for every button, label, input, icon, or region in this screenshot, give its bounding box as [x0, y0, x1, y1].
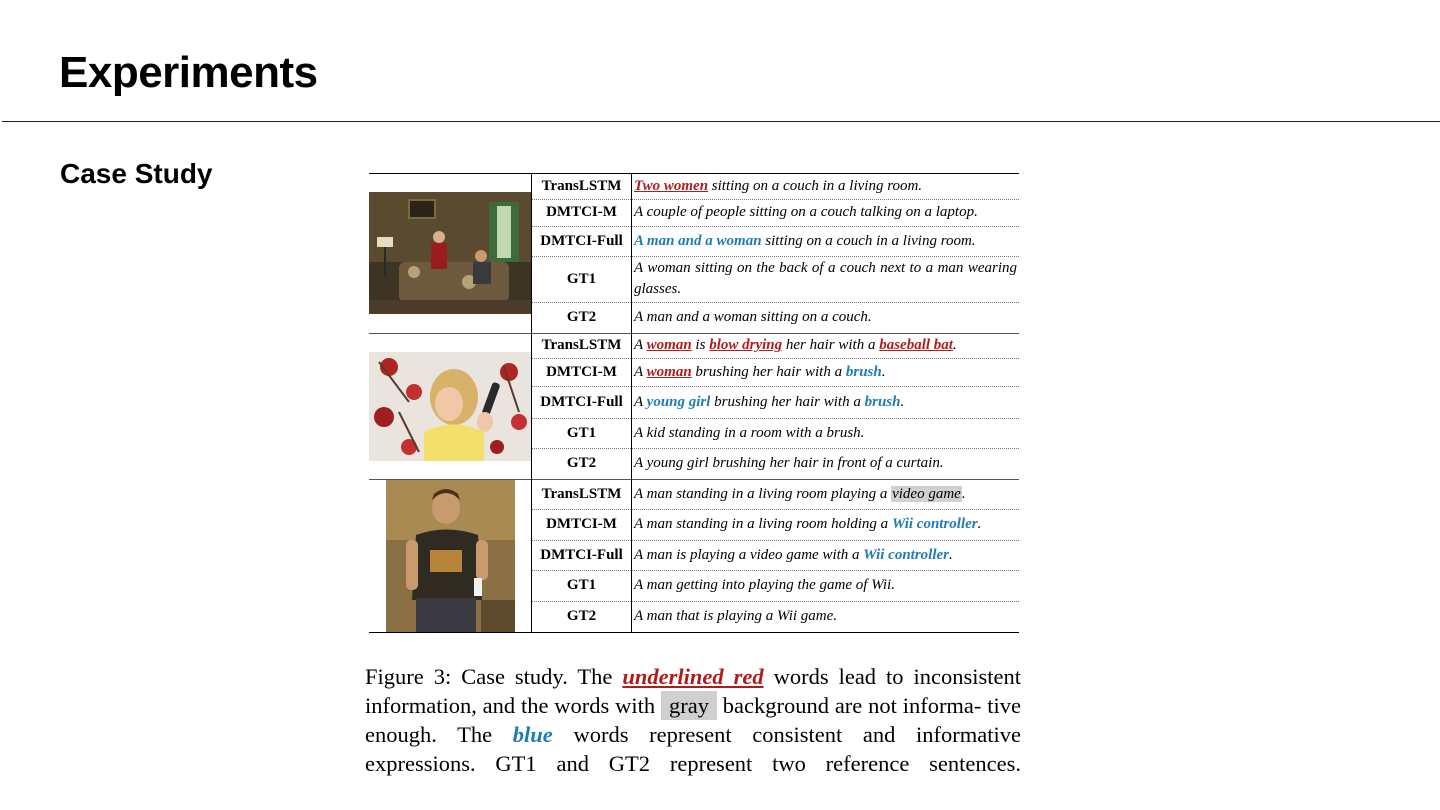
couch-scene-image — [369, 192, 531, 314]
caption-segment: A man standing in a living room playing a — [634, 485, 892, 502]
caption-segment: A man standing in a living room holding a — [634, 516, 892, 532]
slide-title: Experiments — [59, 48, 318, 97]
model-label: DMTCI-Full — [540, 546, 623, 563]
caption-segment: A man is playing a video game with a — [634, 546, 864, 563]
caption-text: words lead to inconsistent — [763, 664, 1022, 689]
generated-caption — [632, 448, 1018, 479]
generated-caption — [632, 226, 1018, 256]
inconsistent-word: Two women — [634, 177, 709, 194]
caption-segment: . — [900, 393, 905, 410]
caption-segment: A kid standing in a room with a brush. — [634, 424, 865, 441]
section-title: Case Study — [60, 158, 213, 189]
model-label: GT2 — [566, 608, 597, 624]
inconsistent-word: woman — [646, 363, 692, 380]
informative-word: A man and a woman — [634, 232, 762, 249]
inconsistent-word: blow drying — [709, 337, 783, 353]
caption-text: information, and the words with — [365, 693, 661, 718]
photo-couch — [369, 192, 531, 314]
informative-word: young girl — [646, 393, 711, 410]
model-label: DMTCI-M — [546, 363, 617, 380]
generated-caption — [632, 173, 1018, 199]
generated-caption — [632, 333, 1018, 358]
girl-brushing-image — [369, 352, 531, 461]
generated-caption — [632, 540, 1018, 570]
model-label: TransLSTM — [541, 485, 622, 502]
model-label: GT1 — [566, 577, 597, 593]
caption-line-2 — [365, 691, 981, 720]
generated-caption — [632, 570, 1018, 601]
caption-segment: A man and a woman sitting on a couch. — [634, 309, 872, 325]
generated-caption — [632, 418, 1018, 448]
informative-word: brush — [845, 363, 882, 380]
generated-caption — [632, 601, 1018, 632]
photo-man-wii — [386, 480, 515, 632]
caption-segment: sitting on a couch in a living room. — [708, 177, 923, 194]
generated-caption — [632, 509, 1018, 540]
caption-segment: her hair with a — [782, 337, 880, 353]
generated-caption — [632, 302, 1018, 333]
model-label: DMTCI-Full — [540, 393, 623, 410]
caption-segment: A woman sitting on the back of a couch next to a man wearing glasses. — [634, 260, 1017, 297]
man-wii-image — [386, 480, 515, 632]
caption-text: words represent consistent and informative — [552, 722, 1022, 747]
generated-caption — [632, 199, 1018, 226]
caption-segment: . — [881, 363, 886, 380]
model-label: GT1 — [566, 424, 597, 441]
caption-segment: A man getting into playing the game of Wii. — [634, 577, 895, 593]
model-label: TransLSTM — [541, 337, 622, 353]
model-label: GT2 — [566, 309, 597, 325]
generated-caption — [632, 256, 1018, 302]
model-label: DMTCI-M — [546, 516, 617, 532]
caption-line-4: expressions. GT1 and GT2 represent two reference sentences. — [365, 751, 1021, 776]
uninformative-word: video game — [892, 485, 961, 502]
caption-segment: A — [634, 363, 647, 380]
caption-text: Figure 3: Case study. The — [365, 664, 623, 689]
caption-text: tive enough. The — [365, 693, 1021, 747]
inconsistent-word: baseball bat — [879, 337, 953, 353]
caption-segment: . — [977, 516, 982, 532]
generated-caption — [632, 386, 1018, 418]
figure-caption — [365, 662, 1021, 778]
photo-girl-brushing — [369, 352, 531, 461]
caption-red-example: underlined red — [622, 664, 764, 689]
caption-blue-example: blue — [512, 722, 553, 747]
caption-segment: A — [634, 393, 647, 410]
caption-segment: . — [952, 337, 957, 353]
title-divider — [2, 121, 1440, 122]
caption-text: background are not informa- — [716, 693, 982, 718]
informative-word: Wii controller — [863, 546, 949, 563]
caption-segment: A couple of people sitting on a couch talking on a laptop. — [634, 204, 978, 220]
caption-segment: A — [634, 337, 647, 353]
model-label: TransLSTM — [541, 177, 622, 194]
caption-segment: brushing her hair with a — [710, 393, 865, 410]
caption-segment: . — [961, 485, 966, 502]
caption-segment: A young girl brushing her hair in front of a curtain. — [634, 455, 944, 471]
table-bottom-rule — [369, 632, 1019, 633]
caption-segment: A man that is playing a Wii game. — [634, 608, 838, 624]
caption-segment: . — [949, 546, 953, 563]
generated-caption — [632, 358, 1018, 386]
model-label: GT1 — [566, 270, 597, 287]
informative-word: Wii controller — [891, 516, 978, 532]
caption-gray-example: gray — [661, 691, 717, 720]
inconsistent-word: woman — [646, 337, 692, 353]
caption-segment: is — [691, 337, 710, 353]
model-label: DMTCI-Full — [540, 232, 623, 249]
model-label: DMTCI-M — [546, 204, 617, 220]
model-label: GT2 — [566, 455, 597, 471]
caption-segment: sitting on a couch in a living room. — [761, 232, 976, 249]
generated-caption — [632, 479, 1018, 509]
case-study-figure — [369, 173, 1019, 633]
caption-line-1 — [365, 664, 1021, 689]
informative-word: brush — [864, 393, 901, 410]
caption-segment: brushing her hair with a — [691, 363, 846, 380]
